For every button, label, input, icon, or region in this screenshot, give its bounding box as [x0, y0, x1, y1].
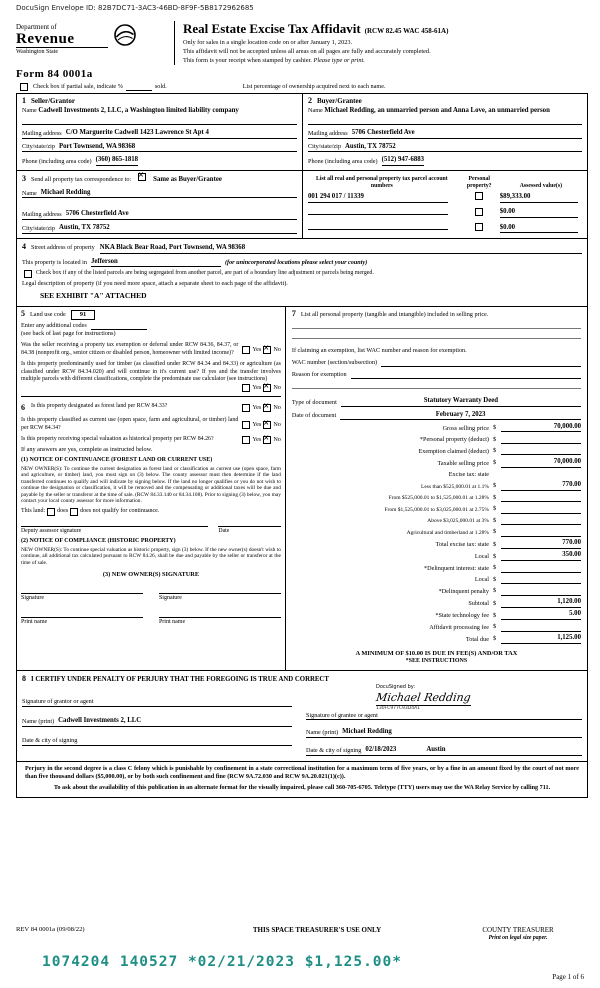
header-note-3 — [183, 57, 588, 65]
tax-value[interactable]: 70,000.00 — [501, 423, 581, 433]
question-text: Is this property classified as current use (open space, farm and agricultural, or timber) land per RCW 84.34? — [21, 416, 239, 431]
grantee-signature-script: Michael Redding — [375, 690, 472, 704]
q6-2-yes-checkbox[interactable] — [242, 421, 250, 429]
owner-printname-1-field[interactable] — [21, 616, 143, 627]
tax-row-subtotal — [292, 598, 581, 608]
personal-property-blank-line[interactable] — [292, 329, 581, 339]
tax-label: *Delinquent penalty — [438, 587, 489, 595]
form-number: Form 84 0001a — [16, 67, 93, 80]
seller-mailing-label: Mailing address — [22, 129, 62, 137]
land-use-code-value[interactable]: 91 — [71, 310, 96, 320]
tax-label: Local — [474, 553, 489, 561]
tax-label: Affidavit processing fee — [429, 623, 489, 631]
section-2-title: Buyer/Grantee — [317, 96, 362, 105]
seller-city-field[interactable] — [22, 143, 297, 153]
section-5-land-use — [21, 309, 281, 320]
parcel-2-personal-property-checkbox[interactable] — [475, 208, 483, 216]
dollar-sign: $ — [492, 482, 497, 490]
q6-2-no-checkbox[interactable] — [263, 421, 271, 429]
header-note-1: Only for sales in a single location code on or after January 1, 2023. — [183, 38, 353, 46]
section-2-buyer — [302, 94, 587, 170]
revenue-label: Revenue — [16, 30, 75, 47]
correspondence-city-value: Austin, TX 78752 — [59, 224, 110, 232]
q6-1-no-checkbox[interactable] — [263, 404, 271, 412]
additional-codes-label: Enter any additional codes — [21, 322, 87, 330]
buyer-phone-field[interactable] — [308, 156, 582, 166]
no-label: No — [273, 345, 281, 353]
header-note-3b: Please type or print. — [313, 56, 365, 64]
deputy-assessor-signature-field[interactable]: Deputy assessor signature — [21, 526, 208, 535]
yes-label: Yes — [252, 403, 262, 411]
signature-label: Signature — [21, 595, 44, 602]
tax-label: Agricultural and timberland at 1.28% — [406, 529, 489, 536]
tax-value[interactable] — [501, 435, 581, 444]
tax-row-rate-4 — [292, 516, 581, 525]
tax-label: Total due — [465, 635, 489, 643]
section-5-number: 5 — [21, 308, 25, 318]
wac-number-field[interactable] — [381, 359, 581, 367]
seller-mailing-field[interactable] — [22, 129, 297, 139]
assessed-value-2[interactable]: $0.00 — [500, 208, 578, 218]
land-qualify-row — [21, 508, 281, 516]
grantee-signature-field[interactable] — [306, 712, 582, 721]
grantor-name-value: Cadwell Investments 2, LLC — [58, 717, 142, 725]
tax-value[interactable]: 70,000.00 — [501, 458, 581, 468]
tax-label: Total excise tax: state — [435, 541, 489, 549]
personal-property-intro: List all personal property (tangible and intangible) included in selling price. — [300, 310, 489, 318]
tax-value[interactable] — [501, 505, 581, 514]
sections-1-2 — [17, 94, 587, 170]
assessed-value-col-header: Assessed value(s) — [519, 182, 563, 189]
correspondence-name-field[interactable] — [22, 189, 297, 199]
section-1-number: 1 — [22, 95, 26, 105]
tax-row-agricultural — [292, 528, 581, 537]
grantee-name-label: Name (print) — [306, 729, 339, 737]
dollar-sign: $ — [492, 623, 497, 631]
grantee-signature-block — [302, 684, 582, 756]
tax-value[interactable] — [501, 446, 581, 455]
tax-value[interactable] — [501, 575, 581, 584]
buyer-city-label: City/state/zip — [308, 143, 341, 151]
located-county-value[interactable]: Jefferson — [91, 258, 221, 268]
owner-signature-row — [21, 592, 281, 603]
new-owners-signature-title: (3) NEW OWNER(S) SIGNATURE — [102, 571, 200, 579]
section-7-personal-property — [292, 309, 581, 319]
land-use-label: Land use code — [30, 310, 66, 318]
partial-sale-row — [18, 83, 588, 91]
assessed-value-3[interactable]: $0.00 — [500, 224, 578, 234]
signature-label: Signature — [158, 595, 182, 602]
exemption-note: If claiming an exemption, list WAC number and reason for exemption. — [291, 346, 467, 354]
exhibit-note: SEE EXHIBIT "A" ATTACHED — [40, 291, 147, 301]
tax-label: *Delinquent interest: state — [424, 564, 489, 572]
question-text: Is this property receiving special valuation as historical property per RCW 84.26? — [21, 436, 214, 443]
section-4-number: 4 — [22, 241, 26, 251]
parcel-number-value[interactable] — [308, 221, 448, 230]
grantee-name-value: Michael Redding — [342, 728, 392, 736]
parcel-table — [302, 171, 587, 238]
reason-blank-line[interactable] — [292, 379, 581, 389]
q5-2-yes-checkbox[interactable] — [242, 384, 250, 392]
dor-logo-text — [16, 23, 108, 57]
section-3-and-parcels — [17, 170, 587, 238]
section-8-number: 8 — [22, 673, 26, 683]
correspondence-city-field[interactable] — [22, 224, 297, 234]
does-not-label: does not qualify for continuance. — [80, 507, 160, 514]
q6-3-no-checkbox[interactable] — [263, 436, 271, 444]
header-note-2: This affidavit will not be accepted unless all areas on all pages are fully and accurately completed. — [183, 47, 431, 55]
no-label: No — [273, 436, 281, 444]
minimum-due-note: A MINIMUM OF $10.00 IS DUE IN FEE(S) AND/OR TAX — [355, 649, 518, 657]
question-forest-land — [21, 403, 281, 413]
yes-label: Yes — [252, 383, 262, 391]
ownership-note: List percentage of ownership acquired next to each name. — [242, 82, 386, 90]
buyer-mailing-field[interactable] — [308, 129, 582, 139]
tax-row-rate-1 — [292, 481, 581, 491]
located-in-label: This property is located in — [22, 259, 87, 267]
type-of-document-row — [292, 397, 581, 407]
partial-sale-checkbox[interactable] — [20, 83, 28, 91]
question-historical — [21, 436, 281, 444]
wac-number-label: WAC number (section/subsection) — [291, 358, 378, 366]
partial-sale-sold-label: sold. — [154, 82, 167, 90]
tax-row-personal-deduct — [292, 435, 581, 444]
tax-label: Local — [474, 576, 489, 584]
question-current-use — [21, 417, 281, 432]
tax-row-total-due — [292, 634, 581, 644]
form-title: Real Estate Excise Tax Affidavit — [183, 20, 361, 36]
owner-printname-2-field[interactable] — [159, 616, 281, 627]
form-title-rcw: (RCW 82.45 WAC 458-61A) — [364, 26, 449, 35]
segregated-note: Check box if any of the listed parcels are being segregated from another parcel, are part of a boundary line adjustment or parcels being merged. — [36, 270, 374, 277]
buyer-name-value: Michael Redding, an unmarried person and Anna Love, an unmarried person — [324, 107, 550, 115]
question-exemption-deferral — [21, 342, 281, 357]
dollar-sign: $ — [492, 575, 497, 583]
dollar-sign: $ — [492, 599, 497, 607]
dollar-sign: $ — [492, 505, 497, 513]
grantor-signature-block — [22, 684, 302, 756]
tax-value[interactable]: 770.00 — [501, 481, 581, 491]
grantor-name-label: Name (print) — [22, 717, 55, 725]
additional-codes-row — [21, 322, 281, 330]
personal-property-blank-line[interactable] — [292, 319, 581, 329]
tax-label: *Personal property (deduct) — [419, 436, 489, 444]
does-checkbox[interactable] — [47, 508, 55, 516]
correspondence-mailing-value: 5706 Chesterfield Ave — [65, 210, 129, 218]
seller-name-field[interactable] — [22, 107, 297, 125]
tax-row-exemption-deduct — [292, 446, 581, 455]
print-name-label: Print name — [158, 619, 186, 626]
grantee-date-label: Date & city of signing — [306, 746, 362, 754]
tax-value[interactable] — [501, 493, 581, 502]
dollar-sign: $ — [492, 516, 497, 524]
street-address-label: Street address of property — [31, 243, 95, 251]
tax-label: Subtotal — [468, 599, 489, 607]
tax-label: From $525,000.01 to $1,525,000.01 at 1.28% — [388, 495, 489, 502]
owner-signature-2-field[interactable] — [159, 592, 281, 603]
correspondence-name-label: Name — [22, 189, 37, 197]
tax-value[interactable]: 350.00 — [501, 551, 581, 561]
seller-mailing-value: C/O Marguerite Cadwell 1423 Lawrence St Apt 4 — [65, 129, 209, 137]
partial-sale-label: Check box if partial sale, indicate % — [33, 82, 123, 90]
perjury-notice — [17, 761, 587, 797]
excise-tax-state-header: Excise tax: state — [448, 470, 489, 478]
see-instructions-note: *SEE INSTRUCTIONS — [405, 657, 468, 664]
yes-label: Yes — [252, 420, 262, 428]
date-of-document-value[interactable]: February 7, 2023 — [340, 411, 581, 421]
buyer-phone-value: (512) 947-6883 — [382, 156, 424, 166]
section-6-classifications — [21, 396, 281, 627]
grantor-name-field[interactable] — [22, 717, 292, 727]
tax-value[interactable]: 1,120.00 — [501, 598, 581, 608]
dollar-sign: $ — [492, 528, 497, 536]
form-header — [16, 21, 588, 65]
q5-2-no-checkbox[interactable] — [263, 384, 271, 392]
dor-logo — [16, 21, 174, 65]
section-6-number: 6 — [21, 402, 25, 412]
correspondence-name-value: Michael Redding — [40, 188, 91, 196]
wac-number-row — [292, 359, 581, 367]
does-not-checkbox[interactable] — [70, 508, 78, 516]
grantee-date-field[interactable] — [306, 746, 582, 756]
parcel-row — [308, 206, 582, 218]
tax-label: *State technology fee — [435, 612, 489, 620]
section-1-title: Seller/Grantor — [31, 96, 75, 105]
tax-label: Less than $525,000.01 at 1.1% — [421, 483, 489, 490]
legal-size-paper-note: Print on legal size paper. — [488, 935, 548, 942]
yes-label: Yes — [252, 345, 262, 353]
seller-phone-value: (360) 865-1818 — [96, 156, 138, 166]
notice-compliance-title: (2) NOTICE OF COMPLIANCE (HISTORIC PROPERTY) — [21, 538, 176, 545]
notice-continuance-body: NEW OWNER(S): To continue the current designation as forest land or classification as current use (open space, farm and agriculture, or timber) land, you must sign on (3) below. The county assessor must then determine if the land transferred continues to qualify and will indicate by signing below. If the land no longer qualifies or you do not wish to continue the designation or classification, it will be removed and the compensating or additional taxes will be due and payable by the seller or transferor at the time of sale. (RCW 84.33.140 or 84.34.108). Prior to signing (3) below, you may contact your local county assessor for more information. — [21, 465, 281, 505]
grantor-signature-label: Signature of grantor or agent — [22, 698, 94, 706]
tax-label: Gross selling price — [442, 424, 489, 432]
buyer-phone-label: Phone (including area code) — [308, 158, 378, 166]
notice-continuance-title: (1) NOTICE OF CONTINUANCE (FOREST LAND OR CURRENT USE) — [21, 457, 213, 463]
located-note: (for unincorporated locations please select your county) — [224, 259, 368, 267]
dollar-sign: $ — [492, 611, 497, 619]
section-2-number: 2 — [308, 95, 312, 105]
tax-value[interactable]: 5.00 — [501, 610, 581, 620]
q5-2-answers — [21, 384, 281, 392]
owner-signature-1-field[interactable] — [21, 592, 143, 603]
tax-row-taxable — [292, 458, 581, 468]
reason-exemption-label: Reason for exemption — [291, 370, 347, 378]
no-label: No — [273, 403, 281, 411]
print-name-label: Print name — [21, 619, 48, 626]
tax-row-rate-3 — [292, 505, 581, 514]
section-7-number: 7 — [291, 308, 296, 318]
buyer-city-field[interactable] — [308, 143, 582, 153]
dept-of-label: Department of — [16, 22, 57, 31]
grantee-date-value: 02/18/2023 — [365, 746, 397, 754]
tax-value[interactable] — [501, 623, 581, 632]
treasurer-receipt-stamp: 1074204 140527 *02/21/2023 $1,125.00* — [42, 953, 403, 970]
grantee-signature-label: Signature of grantee or agent — [306, 711, 378, 719]
rev-form-code: REV 84 0001a (09/08/22) — [16, 926, 85, 934]
tax-value[interactable] — [501, 587, 581, 596]
no-label: No — [273, 420, 281, 428]
tax-row-delinquent-interest-local — [292, 575, 581, 584]
tax-label: Above $3,025,000.01 at 3% — [427, 518, 489, 525]
segregated-row — [22, 270, 582, 278]
tax-row-total-state — [292, 539, 581, 549]
parcel-table-header — [308, 176, 582, 189]
question-text: Is this property predominantly used for timber (as classified under RCW 84.34 and 84.33) or agriculture (as classified under RCW 84.34.020) and will continue in it's current use? If yes and the transfer involves multiple parcels with different classifications, complete the predominate use calculator (see instructions) — [21, 361, 281, 383]
tax-row-delinquent-interest-state — [292, 564, 581, 573]
dollar-sign: $ — [492, 564, 497, 572]
treasurer-use-only-label: THIS SPACE TREASURER'S USE ONLY — [252, 926, 382, 935]
dollar-sign: $ — [492, 493, 497, 501]
tax-row-gross — [292, 423, 581, 433]
assessed-value-1[interactable]: $89,333.00 — [500, 193, 578, 203]
date-of-document-label: Date of document — [291, 412, 337, 420]
perjury-text: Perjury in the second degree is a class C felony which is punishable by confinement in a state correctional institution for a maximum term of five years, or by a fine in an amount fixed by the court of not more than five thousand dollars ($5,000.00), or by both such confinement and fine (RCW 9A.72.030 and RCW 9A.20.021(1)(c)). — [25, 764, 579, 780]
tax-row-rate-2 — [292, 493, 581, 502]
same-as-buyer-checkbox[interactable] — [138, 173, 146, 181]
page-footer — [16, 920, 588, 982]
q6-1-yes-checkbox[interactable] — [242, 404, 250, 412]
revenue-seal-icon — [113, 23, 137, 47]
parcel-col-header: List all real and personal property tax parcel account numbers — [315, 176, 448, 189]
question-text: Was the seller receiving a property tax exemption or deferral under RCW 84.36, 84.37, or 84.38 (nonprofit org., senior citizen or disabled person, homeowner with limited income)? — [21, 342, 239, 356]
county-treasurer-label: COUNTY TREASURER — [482, 926, 554, 935]
dollar-sign: $ — [492, 552, 497, 560]
header-note-3a: This form is your receipt when stamped by cashier. — [183, 56, 312, 64]
grantee-name-field[interactable] — [306, 728, 582, 738]
parcel-number-value[interactable] — [308, 206, 448, 215]
seller-city-value: Port Townsend, WA 98368 — [59, 142, 136, 150]
personal-property-col-header: Personal property? — [466, 176, 492, 189]
parcel-number-value[interactable]: 001 294 017 / 11339 — [308, 193, 448, 203]
grantee-city-value: Austin — [426, 746, 446, 754]
legal-description-label: Legal description of property (if you need more space, attach a separate sheet to each page of the affidavit). — [22, 280, 288, 288]
parcel-row — [308, 192, 582, 202]
seller-name-value: Cadwell Investments 2, LLC, a Washington limited liability company — [38, 107, 239, 115]
dollar-sign: $ — [492, 635, 497, 643]
property-located-row — [22, 258, 582, 268]
q5-1-no-checkbox[interactable] — [263, 346, 271, 354]
buyer-name-label: Name — [308, 107, 323, 115]
no-label: No — [273, 383, 281, 391]
docusign-signature-stamp — [376, 684, 506, 711]
tax-label: Exemption claimed (deduct) — [418, 447, 489, 455]
partial-sale-percent-field[interactable] — [126, 83, 152, 91]
seller-phone-label: Phone (including area code) — [22, 158, 92, 166]
grantor-date-label: Date & city of signing — [22, 736, 78, 744]
section-3-tax-correspondence — [17, 171, 302, 238]
q5-1-yes-checkbox[interactable] — [242, 346, 250, 354]
left-column — [17, 307, 285, 670]
tax-row-processing-fee — [292, 623, 581, 632]
parcel-row — [308, 221, 582, 233]
question-text: Is this property designated as forest land per RCW 84.33? — [31, 402, 168, 409]
tax-row-technology-fee — [292, 610, 581, 620]
question-timber-agriculture — [21, 361, 281, 384]
sections-5-6-7 — [17, 306, 587, 670]
deputy-assessor-row — [21, 526, 281, 535]
correspondence-mailing-label: Mailing address — [22, 211, 62, 219]
date-of-document-row — [292, 411, 581, 421]
dollar-sign: $ — [492, 435, 497, 443]
type-of-document-value[interactable]: Statutory Warranty Deed — [341, 397, 581, 407]
buyer-city-value: Austin, TX 78752 — [345, 142, 396, 150]
correspondence-mailing-field[interactable] — [22, 210, 297, 220]
q6-3-yes-checkbox[interactable] — [242, 436, 250, 444]
seller-city-label: City/state/zip — [22, 143, 55, 151]
dollar-sign: $ — [492, 424, 497, 432]
tax-value[interactable] — [501, 528, 581, 537]
parcel-3-personal-property-checkbox[interactable] — [475, 223, 483, 231]
tax-label: From $1,525,000.01 to $3,025,000.01 at 2.75% — [384, 506, 489, 513]
tax-row-local — [292, 551, 581, 561]
if-yes-note: If any answers are yes, complete as instructed below. — [21, 446, 153, 454]
tax-row-delinquent-penalty — [292, 587, 581, 596]
parcel-1-personal-property-checkbox[interactable] — [475, 192, 483, 200]
form-body — [16, 93, 588, 798]
washington-state-label: Washington State — [16, 47, 108, 57]
same-as-buyer-label: Same as Buyer/Grantee — [153, 176, 222, 184]
deputy-date-field[interactable]: Date — [218, 526, 280, 535]
this-land-label: This land: — [21, 507, 46, 514]
send-correspondence-label: Send all property tax correspondence to: — [31, 176, 132, 184]
owner-printname-row — [21, 616, 281, 627]
tax-value[interactable]: 1,125.00 — [501, 634, 581, 644]
reason-exemption-row — [292, 371, 581, 379]
dollar-sign: $ — [492, 587, 497, 595]
page-number: Page 1 of 6 — [552, 973, 584, 982]
grantor-date-field[interactable] — [22, 737, 292, 746]
section-4-property — [17, 238, 587, 306]
dollar-sign: $ — [492, 459, 497, 467]
certify-statement: I CERTIFY UNDER PENALTY OF PERJURY THAT THE FOREGOING IS TRUE AND CORRECT — [31, 675, 329, 683]
buyer-mailing-label: Mailing address — [308, 129, 348, 137]
reason-exemption-field[interactable] — [351, 371, 581, 379]
right-column — [285, 307, 587, 670]
section-8-certification — [17, 670, 587, 761]
tax-label: Taxable selling price — [437, 459, 489, 467]
notice-compliance-body: NEW OWNER(S): To continue special valuation as historic property, sign (3) below. If the new owner(s) doesn't wish to continue, all additional tax calculated pursuant to RCW 84.26, shall be due and payable by the seller or transferor at the time of sale. — [21, 546, 281, 566]
correspondence-city-label: City/state/zip — [22, 224, 55, 232]
dollar-sign: $ — [492, 540, 497, 548]
buyer-mailing-value: 5706 Chesterfield Ave — [351, 129, 415, 137]
tax-value[interactable] — [501, 516, 581, 525]
alternate-format-note: To ask about the availability of this publication in an alternate format for the visually impaired, please call 360-705-6705. Teletype (TTY) users may use the WA Relay Service by calling 711. — [53, 783, 551, 791]
seller-name-label: Name — [22, 107, 37, 115]
docusign-signature-id: 130FC977C93D4A1 — [376, 705, 471, 712]
yes-label: Yes — [252, 436, 262, 444]
type-of-document-label: Type of document — [291, 398, 337, 406]
docusigned-by-label: DocuSigned by: — [376, 684, 416, 691]
title-block — [174, 21, 588, 65]
additional-codes-field[interactable] — [91, 322, 147, 330]
grantor-signature-field[interactable] — [22, 698, 292, 707]
tax-value[interactable]: 770.00 — [501, 539, 581, 549]
section-1-seller — [17, 94, 302, 170]
seller-phone-field[interactable] — [22, 156, 297, 166]
dollar-sign: $ — [492, 447, 497, 455]
segregated-checkbox[interactable] — [24, 270, 32, 278]
does-label: does — [57, 507, 69, 514]
docusign-envelope-id: DocuSign Envelope ID: 82B7DC71-3AC3-46BD-8F9F-5B8172962685 — [16, 4, 254, 12]
see-back-note: (see back of last page for instructions) — [21, 330, 116, 338]
tax-value[interactable] — [501, 564, 581, 573]
street-address-value[interactable]: NKA Black Bear Road, Port Townsend, WA 98368 — [100, 244, 582, 254]
buyer-name-field[interactable] — [308, 107, 582, 125]
section-3-number: 3 — [22, 174, 26, 184]
